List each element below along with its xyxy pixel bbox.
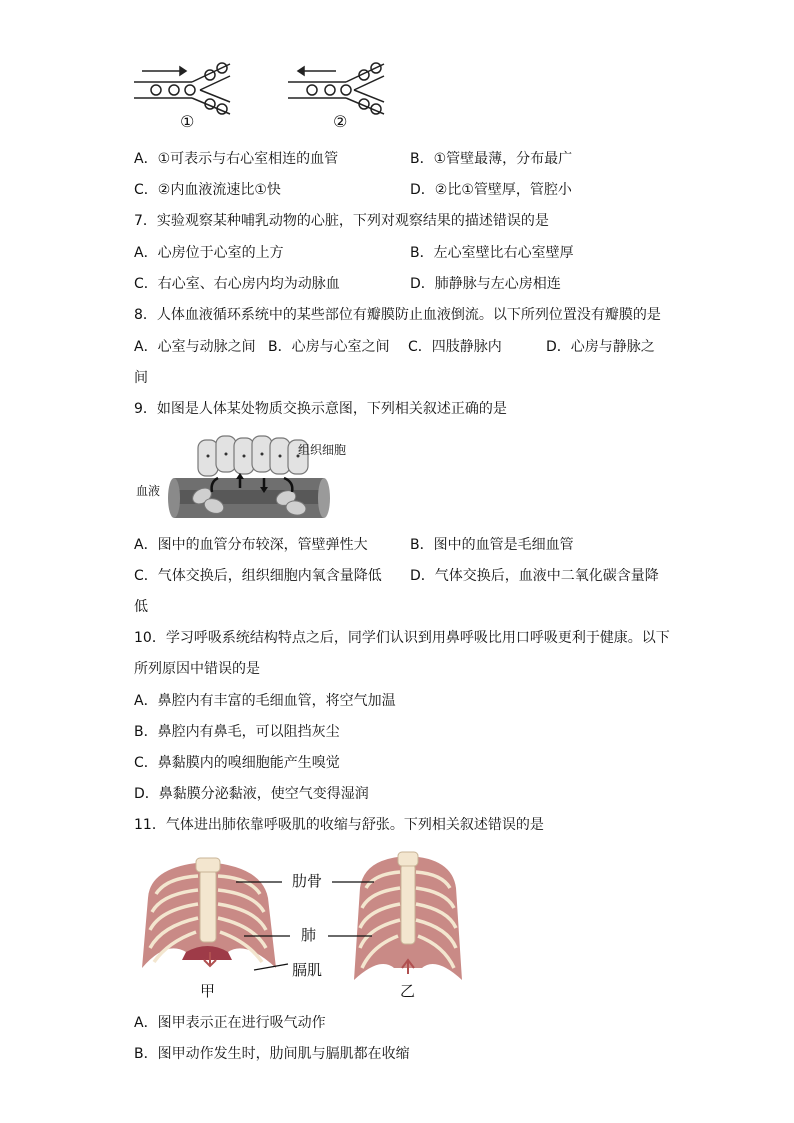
blood-vessel-figure <box>130 58 390 138</box>
q10-stem-line1: 10．学习呼吸系统结构特点之后，同学们认识到用鼻呼吸比用口呼吸更利于健康。以下 <box>134 630 670 646</box>
figure-label-rib: 肋骨 <box>292 872 323 890</box>
q11-option-a: A．图甲表示正在进行吸气动作 <box>134 1015 326 1031</box>
figure-label-lung: 肺 <box>301 926 317 944</box>
ribcage-yi <box>354 852 462 980</box>
vessel-diagram-2 <box>288 63 384 114</box>
q9-option-d-continued: 低 <box>134 599 148 615</box>
q6-option-c: C．②内血液流速比①快 <box>134 182 281 198</box>
q9-option-a: A．图中的血管分布较深，管壁弹性大 <box>134 537 368 553</box>
q7-option-b: B．左心室壁比右心室壁厚 <box>410 245 574 261</box>
vessel-diagram-1 <box>134 63 230 114</box>
q10-option-a: A．鼻腔内有丰富的毛细血管，将空气加温 <box>134 693 396 709</box>
ribcage-jia <box>142 858 276 968</box>
q6-option-a: A．①可表示与右心室相连的血管 <box>134 151 339 167</box>
q10-option-c: C．鼻黏膜内的嗅细胞能产生嗅觉 <box>134 755 340 771</box>
figure-label-jia: 甲 <box>200 982 216 1000</box>
q8-stem: 8．人体血液循环系统中的某些部位有瓣膜防止血液倒流。以下所列位置没有瓣膜的是 <box>134 307 661 323</box>
tissue-cells <box>198 436 308 476</box>
q9-option-d: D．气体交换后，血液中二氧化碳含量降 <box>410 568 659 584</box>
q11-option-b: B．图甲动作发生时，肋间肌与膈肌都在收缩 <box>134 1046 410 1062</box>
q7-option-a: A．心房位于心室的上方 <box>134 245 284 261</box>
q10-stem-line2: 所列原因中错误的是 <box>134 661 260 677</box>
q7-option-d: D．肺静脉与左心房相连 <box>410 276 561 292</box>
q9-option-b: B．图中的血管是毛细血管 <box>410 537 574 553</box>
q8-option-c: C．四肢静脉内 <box>408 339 502 355</box>
q8-option-b: B．心房与心室之间 <box>268 339 390 355</box>
figure-label-yi: 乙 <box>400 982 416 1000</box>
figure-label-2: ② <box>333 112 348 131</box>
q8-option-a: A．心室与动脉之间 <box>134 339 256 355</box>
figure-label-blood: 血液 <box>136 484 161 498</box>
q9-stem: 9．如图是人体某处物质交换示意图，下列相关叙述正确的是 <box>134 401 507 417</box>
figure-label-diaphragm: 膈肌 <box>292 961 323 979</box>
q6-option-b: B．①管壁最薄，分布最广 <box>410 151 573 167</box>
q11-stem: 11．气体进出肺依靠呼吸肌的收缩与舒张。下列相关叙述错误的是 <box>134 817 544 833</box>
q8-option-d-continued: 间 <box>134 370 148 386</box>
q8-option-d: D．心房与静脉之 <box>546 339 655 355</box>
q10-option-b: B．鼻腔内有鼻毛，可以阻挡灰尘 <box>134 724 340 740</box>
q6-option-d: D．②比①管壁厚，管腔小 <box>410 182 572 198</box>
q7-stem: 7．实验观察某种哺乳动物的心脏，下列对观察结果的描述错误的是 <box>134 213 549 229</box>
q7-option-c: C．右心室、右心房内均为动脉血 <box>134 276 340 292</box>
q10-option-d: D．鼻黏膜分泌黏液，使空气变得湿润 <box>134 786 369 802</box>
figure-label-1: ① <box>180 112 195 131</box>
figure-label-tissue-cells: 组织细胞 <box>298 443 347 457</box>
q9-option-c: C．气体交换后，组织细胞内氧含量降低 <box>134 568 382 584</box>
